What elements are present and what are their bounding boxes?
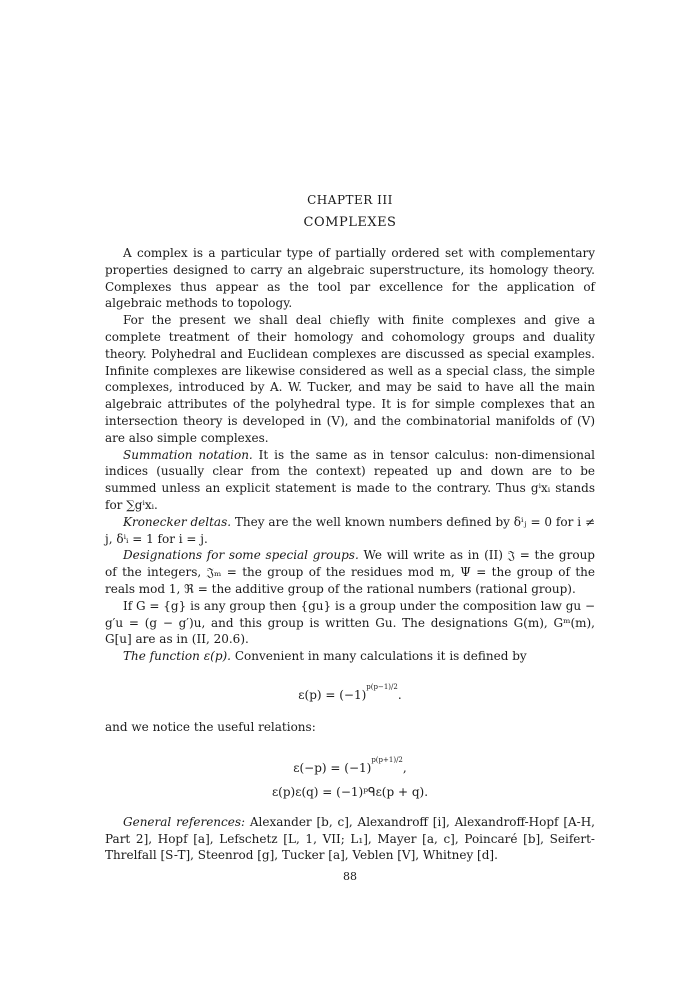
references-text: Alexander [b, c], Alexandroff [i], Alexandroff-Hopf [A-H, Part 2], Hopf [a], Lefschetz [L, 1, VII; L₁], Mayer [a, c], Poincaré [b], Seifert-Threlfall [S-T], Steenrod [g], Tucker [a], Veblen [V], Whitney [d]. [105,814,595,863]
formula-2-exponent: p(p+1)/2 [371,755,403,764]
relations-paragraph: and we notice the useful relations: [105,719,316,734]
kronecker-text: They are the well known numbers defined by δⁱⱼ = 0 for i ≠ j, δⁱᵢ = 1 for i = j. [105,514,595,546]
groups-text: We will write as in (II) 𝔍 = the group of the integers, 𝔍ₘ = the group of the residues mod m, Ψ = the group of the reals mod 1, ℜ = the additive group of the rational numbers (rational group). [105,548,595,596]
groups-heading: Designations for some special groups. [123,548,359,563]
scope-paragraph: For the present we shall deal chiefly with finite complexes and give a complete treatment of their homology and cohomology groups and duality theory. Polyhedral and Euclidean complexes are discussed as special examples. Infinite complexes are likewise considered as well as a special class, the simple complexes, introduced by A. W. Tucker, and may be said to have all the main algebraic attributes of the polyhedral type. It is for simple complexes that an intersection theory is developed in (V), and the combinatorial manifolds of (V) are also simple complexes. [105,313,595,445]
group-g-paragraph: If G = {g} is any group then {gu} is a group under the composition law gu − g′u = (g − g′)u, and this group is written Gu. The designations G(m), Gᵐ(m), G[u] are as in (II, 20.6). [105,598,595,647]
epsilon-definition-formula [105,677,595,705]
epsilon-paragraph [105,648,595,665]
summation-heading: Summation notation. [123,447,253,462]
chapter-label: CHAPTER III [307,193,393,207]
chapter-title: COMPLEXES [303,215,397,230]
summation-text: It is the same as in tensor calculus: non-dimensional indices (usually clear from the context) repeated up and down are to be summed unless an explicit statement is made to the contrary. Thus gⁱxᵢ stands for ∑gⁱxᵢ. [105,447,595,512]
references-paragraph [105,814,595,864]
references-heading: General references: [123,814,246,829]
formula-1-base: ε(p) = (−1) [298,687,367,702]
formula-1-tail: . [397,687,402,702]
intro-paragraph: A complex is a particular type of partially ordered set with complementary properties designed to carry an algebraic superstructure, its homology theory. Complexes thus appear as the tool par excellence for the application of algebraic methods to topology. [105,246,595,311]
epsilon-text: Convenient in many calculations it is defined by [231,649,527,664]
formula-1-exponent: p(p−1)/2 [366,682,398,691]
summation-paragraph [105,447,595,514]
page-number: 88 [343,870,357,883]
formula-3: ε(p)ε(q) = (−1)ᵖᑫε(p + q). [271,784,429,799]
epsilon-product-formula [105,782,595,802]
kronecker-paragraph [105,514,595,548]
epsilon-heading: The function ε(p). [123,649,231,664]
formula-2-tail: , [402,760,407,775]
formula-2-base: ε(−p) = (−1) [293,760,372,775]
groups-paragraph [105,547,595,597]
kronecker-heading: Kronecker deltas. [123,514,232,529]
epsilon-negative-formula [105,750,595,778]
page-body [105,192,595,864]
